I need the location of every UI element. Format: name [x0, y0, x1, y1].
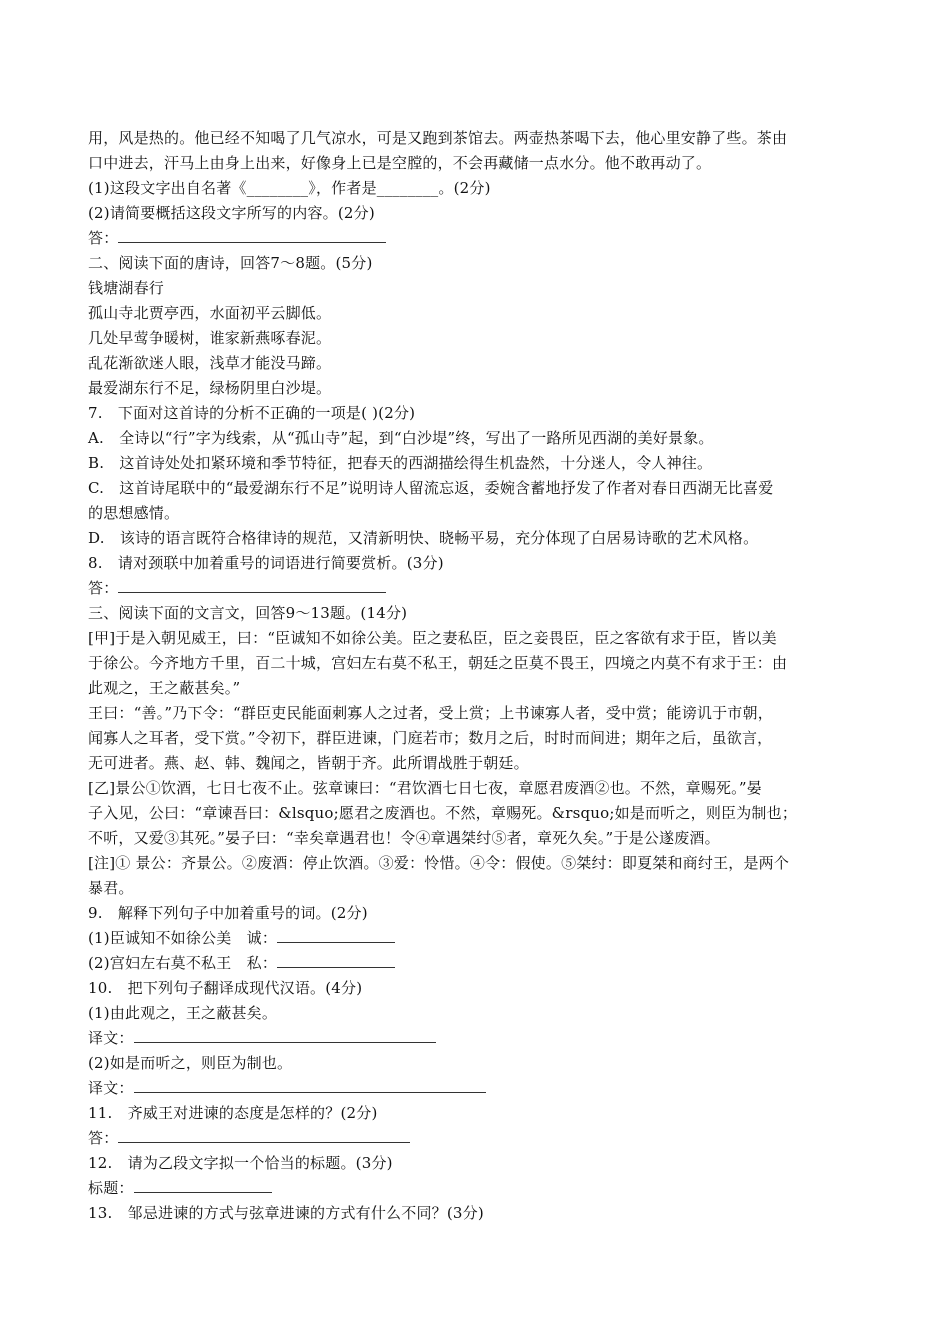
- q7-option-c-cont: 的思想感情。: [88, 504, 180, 522]
- question-9-1: [88, 926, 866, 951]
- text-jia-line: 无可进者。燕、赵、韩、魏闻之，皆朝于齐。此所谓战胜于朝廷。: [88, 754, 529, 772]
- q6-1-blank-author[interactable]: ________: [376, 179, 439, 197]
- question-10-1: (1)由此观之，王之蔽甚矣。: [88, 1004, 278, 1022]
- section-3-title: 三、阅读下面的文言文，回答9～13题。(14分): [88, 604, 408, 622]
- q9-2-text: (2)宫妇左右莫不私王 私：: [88, 954, 278, 972]
- answer-label: 答：: [88, 579, 119, 597]
- answer-line-q8: [88, 576, 866, 601]
- q9-1-blank[interactable]: [277, 927, 395, 943]
- title-label: 标题：: [88, 1179, 134, 1197]
- answer-label: 答：: [88, 229, 119, 247]
- question-10: 10. 把下列句子翻译成现代汉语。(4分): [88, 979, 363, 997]
- translation-line-2: [88, 1076, 866, 1101]
- answer-blank[interactable]: [118, 1127, 410, 1143]
- q7-option-d: D. 该诗的语言既符合格律诗的规范，又清新明快、晓畅平易，充分体现了白居易诗歌的艺术风格。: [88, 529, 759, 547]
- translation-line-1: [88, 1026, 866, 1051]
- text-jia-line: 此观之，王之蔽甚矣。”: [88, 679, 241, 697]
- text-yi-line: 不听，又爱③其死。”晏子曰：“幸矣章遇君也！令④章遇桀纣⑤者，章死久矣。”于是公遂废酒。: [88, 829, 720, 847]
- q6-1-text-a: (1)这段文字出自名著《: [88, 179, 247, 197]
- translation-blank[interactable]: [134, 1027, 436, 1043]
- question-13: 13. 邹忌进谏的方式与弦章进谏的方式有什么不同？(3分): [88, 1204, 484, 1222]
- q7-option-b: B. 这首诗处处扣紧环境和季节特征，把春天的西湖描绘得生机盎然，十分迷人，令人神往。: [88, 454, 713, 472]
- question-9-2: [88, 951, 866, 976]
- question-6-2: (2)请简要概括这段文字所写的内容。(2分): [88, 204, 375, 222]
- title-blank[interactable]: [134, 1177, 272, 1193]
- exam-content: [88, 126, 866, 1226]
- text-jia-line: 闻寡人之耳者，受下赏。”令初下，群臣进谏，门庭若市；数月之后，时时而间进；期年之后，虽欲言，: [88, 729, 773, 747]
- notes-line: 暴君。: [88, 879, 134, 897]
- translation-label: 译文：: [88, 1079, 134, 1097]
- q6-1-text-c: 。(2分): [438, 179, 491, 197]
- q9-2-blank[interactable]: [277, 952, 395, 968]
- question-11: 11. 齐威王对进谏的态度是怎样的？(2分): [88, 1104, 378, 1122]
- poem-line: 孤山寺北贾亭西，水面初平云脚低。: [88, 304, 332, 322]
- translation-blank[interactable]: [134, 1077, 486, 1093]
- q7-option-a: A. 全诗以“行”字为线索，从“孤山寺”起，到“白沙堤”终，写出了一路所见西湖的美好景象。: [88, 429, 714, 447]
- answer-blank[interactable]: [118, 577, 386, 593]
- title-line-q12: [88, 1176, 866, 1201]
- poem-line: 最爱湖东行不足，绿杨阴里白沙堤。: [88, 379, 332, 397]
- poem-line: 几处早莺争暖树，谁家新燕啄春泥。: [88, 329, 332, 347]
- q9-1-text: (1)臣诚知不如徐公美 诚：: [88, 929, 278, 947]
- text-yi-line: 子入见，公曰：“章谏吾曰：&lsquo;愿君之废酒也。不然，章赐死。&rsquo;如是而听之，则臣为制也；: [88, 804, 798, 822]
- translation-label: 译文：: [88, 1029, 134, 1047]
- passage-line: 口中进去，汗马上由身上出来，好像身上已是空膛的，不会再藏储一点水分。他不敢再动了。: [88, 154, 712, 172]
- question-9: 9. 解释下列句子中加着重号的词。(2分): [88, 904, 368, 922]
- question-12: 12. 请为乙段文字拟一个恰当的标题。(3分): [88, 1154, 393, 1172]
- answer-line-q11: [88, 1126, 866, 1151]
- question-7: 7. 下面对这首诗的分析不正确的一项是( )(2分): [88, 404, 416, 422]
- text-jia-line: 王曰：“善。”乃下令：“群臣吏民能面刺寡人之过者，受上赏；上书谏寡人者，受中赏；能谤讥于市朝，: [88, 704, 773, 722]
- poem-title: 钱塘湖春行: [88, 279, 165, 297]
- q6-1-blank-book[interactable]: ________: [246, 179, 309, 197]
- passage-line: 用，风是热的。他已经不知喝了几气凉水，可是又跑到茶馆去。两壶热茶喝下去，他心里安静了些。茶由: [88, 129, 788, 147]
- text-yi-line: [乙]景公①饮酒，七日七夜不止。弦章谏曰：“君饮酒七日七夜，章愿君废酒②也。不然，章赐死。”晏: [88, 779, 762, 797]
- question-8: 8. 请对颈联中加着重号的词语进行简要赏析。(3分): [88, 554, 444, 572]
- notes-line: [注]① 景公：齐景公。②废酒：停止饮酒。③爱：怜惜。④令：假使。⑤桀纣：即夏桀和商纣王，是两个: [88, 854, 790, 872]
- text-jia-line: 于徐公。今齐地方千里，百二十城，宫妇左右莫不私王，朝廷之臣莫不畏王，四境之内莫不有求于王：由: [88, 654, 788, 672]
- poem-line: 乱花渐欲迷人眼，浅草才能没马蹄。: [88, 354, 332, 372]
- answer-line-q6: [88, 226, 866, 251]
- answer-label: 答：: [88, 1129, 119, 1147]
- q6-1-text-b: 》，作者是: [308, 179, 377, 197]
- question-6-1: [88, 176, 866, 201]
- section-2-title: 二、阅读下面的唐诗，回答7～8题。(5分): [88, 254, 373, 272]
- text-jia-line: [甲]于是入朝见威王，曰：“臣诚知不如徐公美。臣之妻私臣，臣之妾畏臣，臣之客欲有求于臣，皆以美: [88, 629, 777, 647]
- q7-option-c: C. 这首诗尾联中的“最爱湖东行不足”说明诗人留流忘返，委婉含蓄地抒发了作者对春日西湖无比喜爱: [88, 479, 774, 497]
- question-10-2: (2)如是而听之，则臣为制也。: [88, 1054, 293, 1072]
- answer-blank[interactable]: [118, 227, 386, 243]
